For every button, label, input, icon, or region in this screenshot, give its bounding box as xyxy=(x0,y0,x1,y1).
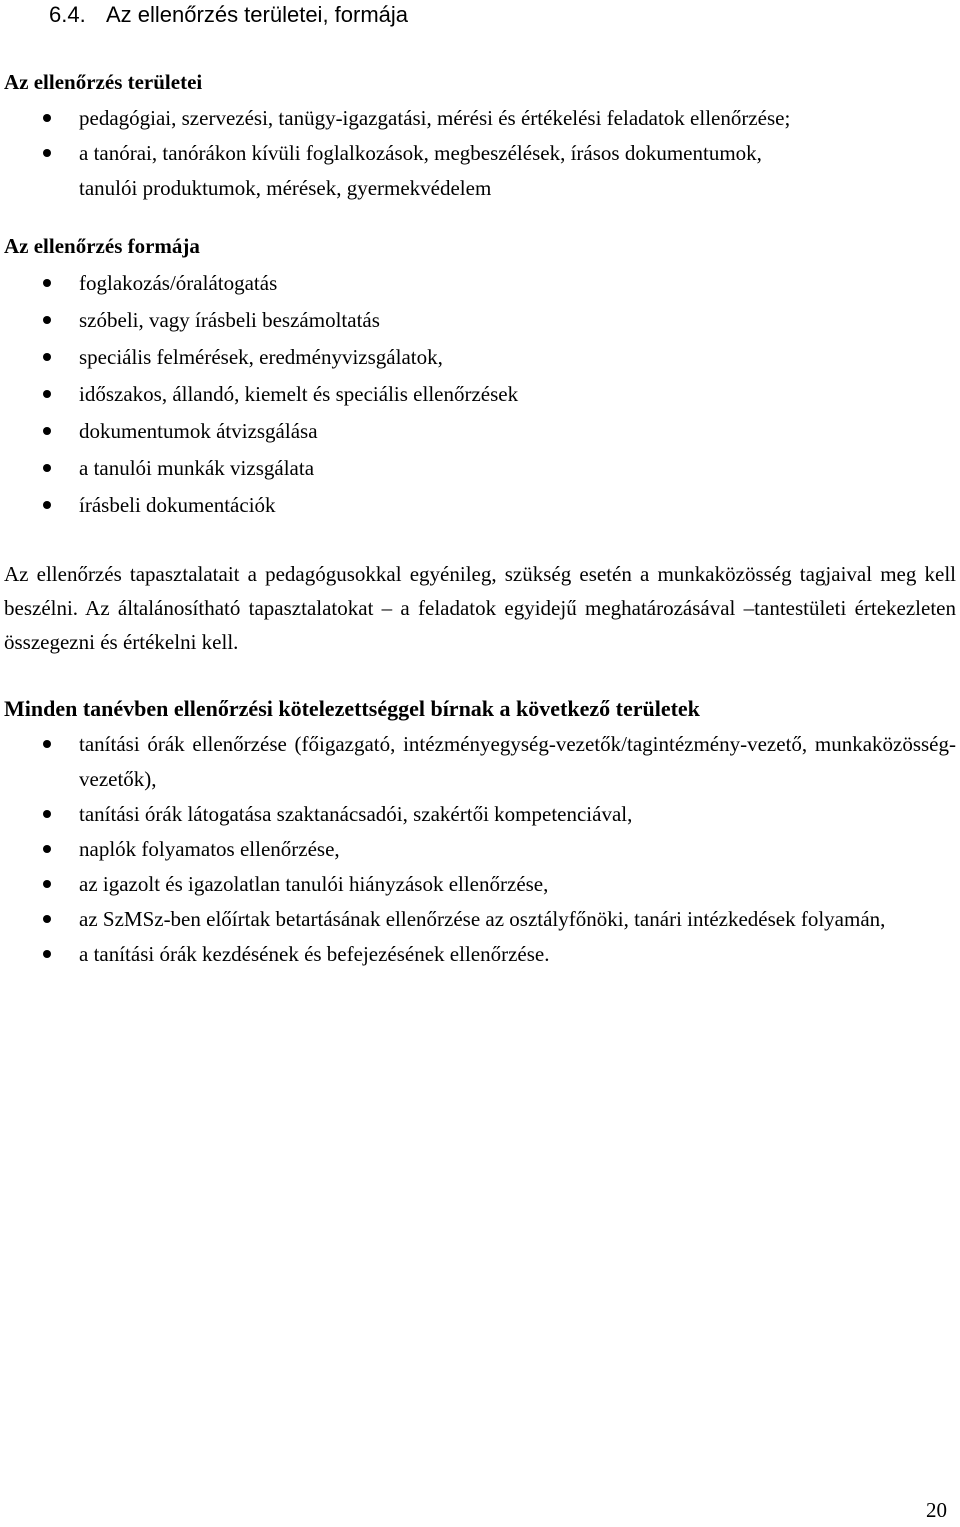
list-item: tanítási órák látogatása szaktanácsadói, szakértői kompetenciával, xyxy=(4,797,956,832)
areas-list xyxy=(4,101,956,206)
section-title xyxy=(49,0,408,30)
list-item: szóbeli, vagy írásbeli beszámoltatás xyxy=(4,302,956,339)
summary-paragraph-block xyxy=(4,557,956,659)
list-item: pedagógiai, szervezési, tanügy-igazgatási, mérési és értékelési feladatok ellenőrzése; xyxy=(4,101,956,136)
mandatory-section xyxy=(4,690,956,972)
forms-list xyxy=(4,265,956,524)
list-item: írásbeli dokumentációk xyxy=(4,487,956,524)
forms-section xyxy=(4,228,956,524)
list-item: időszakos, állandó, kiemelt és speciális ellenőrzések xyxy=(4,376,956,413)
list-item: tanítási órák ellenőrzése (főigazgató, intézményegység-vezetők/tagintézmény-vezető, munkaközösség-vezetők), xyxy=(4,727,956,797)
list-item: foglakozás/óralátogatás xyxy=(4,265,956,302)
list-item: speciális felmérések, eredményvizsgálatok, xyxy=(4,339,956,376)
areas-section xyxy=(4,64,956,206)
list-item: az igazolt és igazolatlan tanulói hiányzások ellenőrzése, xyxy=(4,867,956,902)
page-number: 20 xyxy=(926,1498,947,1522)
list-item: dokumentumok átvizsgálása xyxy=(4,413,956,450)
list-item: a tanulói munkák vizsgálata xyxy=(4,450,956,487)
mandatory-heading: Minden tanévben ellenőrzési kötelezettséggel bírnak a következő területek xyxy=(4,696,700,721)
areas-heading: Az ellenőrzés területei xyxy=(4,70,203,94)
section-number: 6.4. xyxy=(49,2,86,27)
summary-paragraph: Az ellenőrzés tapasztalatait a pedagógusokkal egyénileg, szükség esetén a munkaközösség tagjaival meg kell beszélni. Az általánosítható tapasztalatokat – a feladatok egyidejű meghatározásával –tantestületi értekezleten összegezni és értékelni kell. xyxy=(4,562,956,654)
mandatory-list xyxy=(4,727,956,972)
section-title-text: Az ellenőrzés területei, formája xyxy=(106,2,409,27)
list-item: a tanórai, tanórákon kívüli foglalkozások, megbeszélések, írásos dokumentumok, tanulói produktumok, mérések, gyermekvédelem xyxy=(4,136,956,206)
list-item: a tanítási órák kezdésének és befejezésének ellenőrzése. xyxy=(4,937,956,972)
list-item: naplók folyamatos ellenőrzése, xyxy=(4,832,956,867)
list-item: az SzMSz-ben előírtak betartásának ellenőrzése az osztályfőnöki, tanári intézkedések folyamán, xyxy=(4,902,956,937)
forms-heading: Az ellenőrzés formája xyxy=(4,234,200,258)
